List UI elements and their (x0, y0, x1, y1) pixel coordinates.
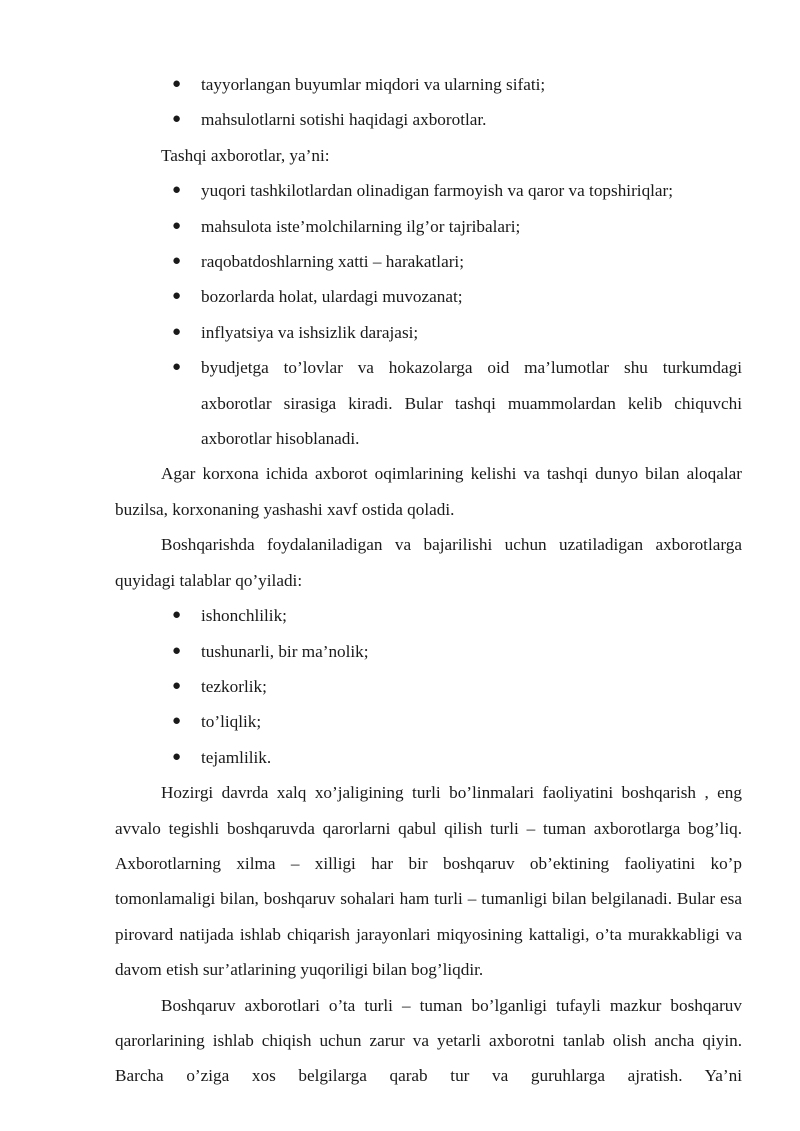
bullet-icon: ● (172, 182, 182, 199)
list-item: ● yuqori tashkilotlardan olinadigan farmoyish va qaror va topshiriqlar; (115, 173, 742, 208)
list-item: ● byudjetga to’lovlar va hokazolarga oid ma’lumotlar shu turkumdagi axborotlar sirasiga kiradi. Bular tashqi muammolardan kelib chiquvchi axborotlar hisoblanadi. (115, 350, 742, 456)
bullet-icon: ● (172, 323, 182, 340)
bullet-icon: ● (172, 253, 182, 270)
list-item: ● inflyatsiya va ishsizlik darajasi; (115, 315, 742, 350)
bullet-icon: ● (172, 111, 182, 128)
list-item: ● raqobatdoshlarning xatti – harakatlari; (115, 244, 742, 279)
bullet-icon: ● (172, 748, 182, 765)
bullet-icon: ● (172, 359, 182, 376)
bullet-icon: ● (172, 642, 182, 659)
bullet-icon: ● (172, 76, 182, 92)
bullet-icon: ● (172, 288, 182, 305)
list-item: ● mahsulotlarni sotishi haqidagi axborotlar. (115, 102, 742, 137)
list-item: ● tushunarli, bir ma’nolik; (115, 634, 742, 669)
page-content (115, 67, 742, 1094)
paragraph-info-diversity: Boshqaruv axborotlari o’ta turli – tuman bo’lganligi tufayli mazkur boshqaruv qarorlarining ishlab chiqish uchun zarur va yetarli axborotni tanlab olish ancha qiyin. Barcha o’ziga xos belgilarga qarab tur va guruhlarga ajratish. Ya’ni (115, 995, 742, 1086)
list-item: ● ishonchlilik; (115, 598, 742, 633)
bullet-icon: ● (172, 607, 182, 624)
paragraph-requirements-intro: Boshqarishda foydalaniladigan va bajarilishi uchun uzatiladigan axborotlarga quyidagi talablar qo’yiladi: (115, 535, 742, 590)
list-item: ● mahsulota iste’molchilarning ilg’or tajribalari; (115, 209, 742, 244)
bullet-icon: ● (172, 217, 182, 234)
list-item: ● tezkorlik; (115, 669, 742, 704)
paragraph-info-flow: Agar korxona ichida axborot oqimlarining kelishi va tashqi dunyo bilan aloqalar buzilsa, korxonaning yashashi xavf ostida qoladi. (115, 464, 742, 519)
external-info-heading: Tashqi axborotlar, ya’ni: (161, 145, 330, 165)
paragraph-management-info: Hozirgi davrda xalq xo’jaligining turli bo’linmalari faoliyatini boshqarish , eng avvalo tegishli boshqaruvda qarorlarni qabul qilish turli – tuman axborotlarga bog’liq. Axborotlarning xilma – xilligi har bir boshqaruv ob’ektining faoliyatini ko’p tomonlamaligi bilan, boshqaruv sohalari ham turli – tumanligi bilan belgilanadi. Bular esa pirovard natijada ishlab chiqarish jarayonlari miqyosining kattaligi, o’ta murakkabligi va davom etish sur’atlarining yuqoriligi bilan bog’liqdir. (115, 783, 742, 980)
list-item: ● to’liqlik; (115, 704, 742, 739)
list-item: ● tayyorlangan buyumlar miqdori va ularning sifati; (115, 67, 742, 102)
bullet-icon: ● (172, 677, 182, 694)
list-item: ● tejamlilik. (115, 740, 742, 775)
list-item: ● bozorlarda holat, ulardagi muvozanat; (115, 279, 742, 314)
bullet-icon: ● (172, 713, 182, 730)
production-info-list (115, 67, 742, 138)
external-info-list (115, 173, 742, 456)
requirements-list (115, 598, 742, 775)
